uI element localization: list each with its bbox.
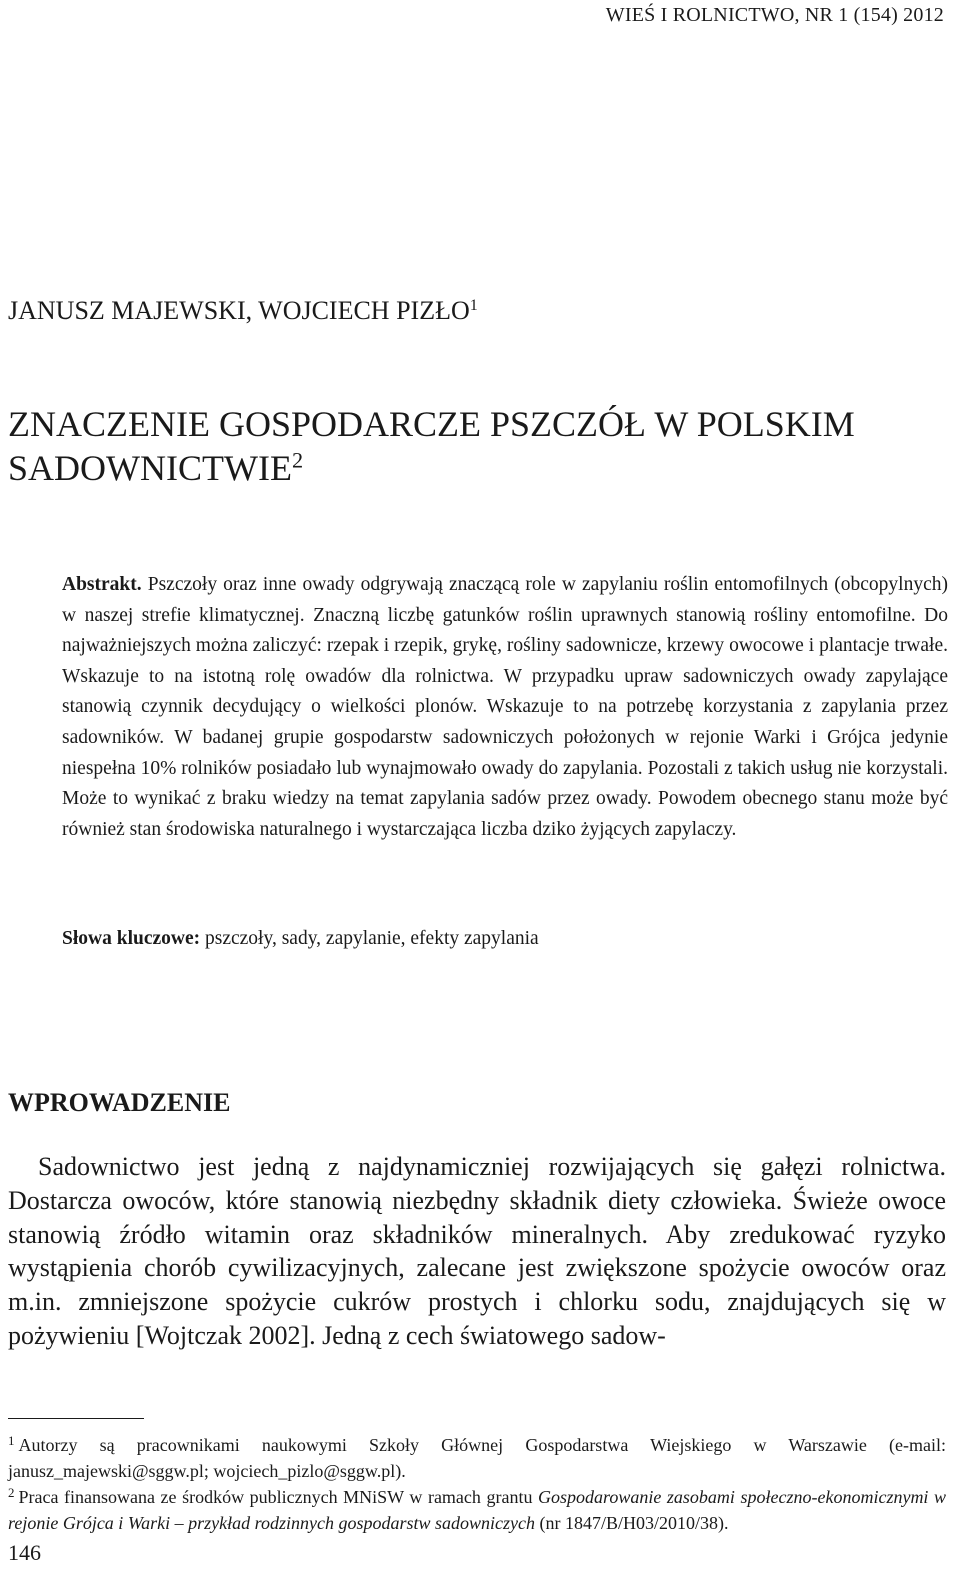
running-header: WIEŚ I ROLNICTWO, NR 1 (154) 2012 <box>605 4 944 26</box>
authors-footnote-mark[interactable]: 1 <box>469 297 478 315</box>
footnote-separator <box>8 1418 144 1419</box>
footnote-2-grant-title: Gospodarowanie zasobami społeczno-ekonomicznymi w rejonie Grójca i Warki – przykład rodzinnych gospodarstw sadowniczych <box>8 1487 947 1533</box>
footnote-2 <box>8 1484 946 1536</box>
authors-line <box>8 296 478 326</box>
section-heading-introduction: WPROWADZENIE <box>8 1088 231 1117</box>
footnote-2-text: Praca finansowana ze środków publicznych MNiSW w ramach grantu <box>18 1487 533 1507</box>
footnote-2-mark: 2 <box>8 1485 15 1501</box>
footnote-1-text: Autorzy są pracownikami naukowymi Szkoły Głównej Gospodarstwa Wiejskiego w Warszawie (e-mail: janusz_majewski@sggw.pl; wojciech_pizlo@sggw.pl). <box>8 1435 946 1481</box>
keywords <box>62 924 948 954</box>
authors-names: JANUSZ MAJEWSKI, WOJCIECH PIZŁO <box>8 296 470 325</box>
article-title-text: ZNACZENIE GOSPODARCZE PSZCZÓŁ W POLSKIM SADOWNICTWIE <box>8 404 855 488</box>
footnote-1 <box>8 1432 946 1484</box>
abstract-label: Abstrakt. <box>62 574 142 595</box>
footnote-2-grant-number: (nr 1847/B/H03/2010/38). <box>539 1513 729 1533</box>
title-footnote-mark[interactable]: 2 <box>291 447 304 473</box>
abstract-text: Pszczoły oraz inne owady odgrywają znaczącą role w zapylaniu roślin entomofilnych (obcopylnych) w naszej strefie klimatycznej. Znaczną liczbę gatunków roślin uprawnych stanowią rośliny entomofilne. Do najważniejszych można zaliczyć: rzepak i rzepik, grykę, rośliny sadownicze, krzewy owocowe i plantacje trwałe. Wskazuje to na istotną rolę owadów dla rolnictwa. W przypadku upraw sadowniczych owady zapylające stanowią czynnik decydujący o wielkości plonów. Wskazuje to na potrzebę korzystania z zapylania przez sadowników. W badanej grupie gospodarstw sadowniczych położonych w rejonie Warki i Grójca jedynie niespełna 10% rolników posiadało lub wynajmowało owady do zapylania. Pozostali z takich usług nie korzystali. Może to wynikać z braku wiedzy na temat zapylania sadów przez owady. Powodem obecnego stanu może być również stan środowiska naturalnego i wystarczająca liczba dziko żyjących zapylaczy. <box>62 574 948 840</box>
footnotes <box>8 1432 946 1536</box>
page-number: 146 <box>8 1540 41 1565</box>
keywords-label: Słowa kluczowe: <box>62 928 201 949</box>
keywords-text: pszczoły, sady, zapylanie, efekty zapylania <box>205 928 539 949</box>
introduction-paragraph: Sadownictwo jest jedną z najdynamiczniej rozwijających się gałęzi rolnictwa. Dostarcza owoców, które stanowią niezbędny składnik diety człowieka. Świeże owoce stanowią źródło witamin oraz składników mineralnych. Aby zredukować ryzyko wystąpienia chorób cywilizacyjnych, zalecane jest zwiększone spożycie owoców oraz m.in. zmniejszone spożycie cukrów prostych i chlorku sodu, znajdujących się w pożywieniu [Wojtczak 2002]. Jedną z cech światowego sadow- <box>8 1152 946 1350</box>
abstract <box>62 570 948 845</box>
footnote-1-mark: 1 <box>8 1433 15 1449</box>
article-title <box>8 402 948 490</box>
